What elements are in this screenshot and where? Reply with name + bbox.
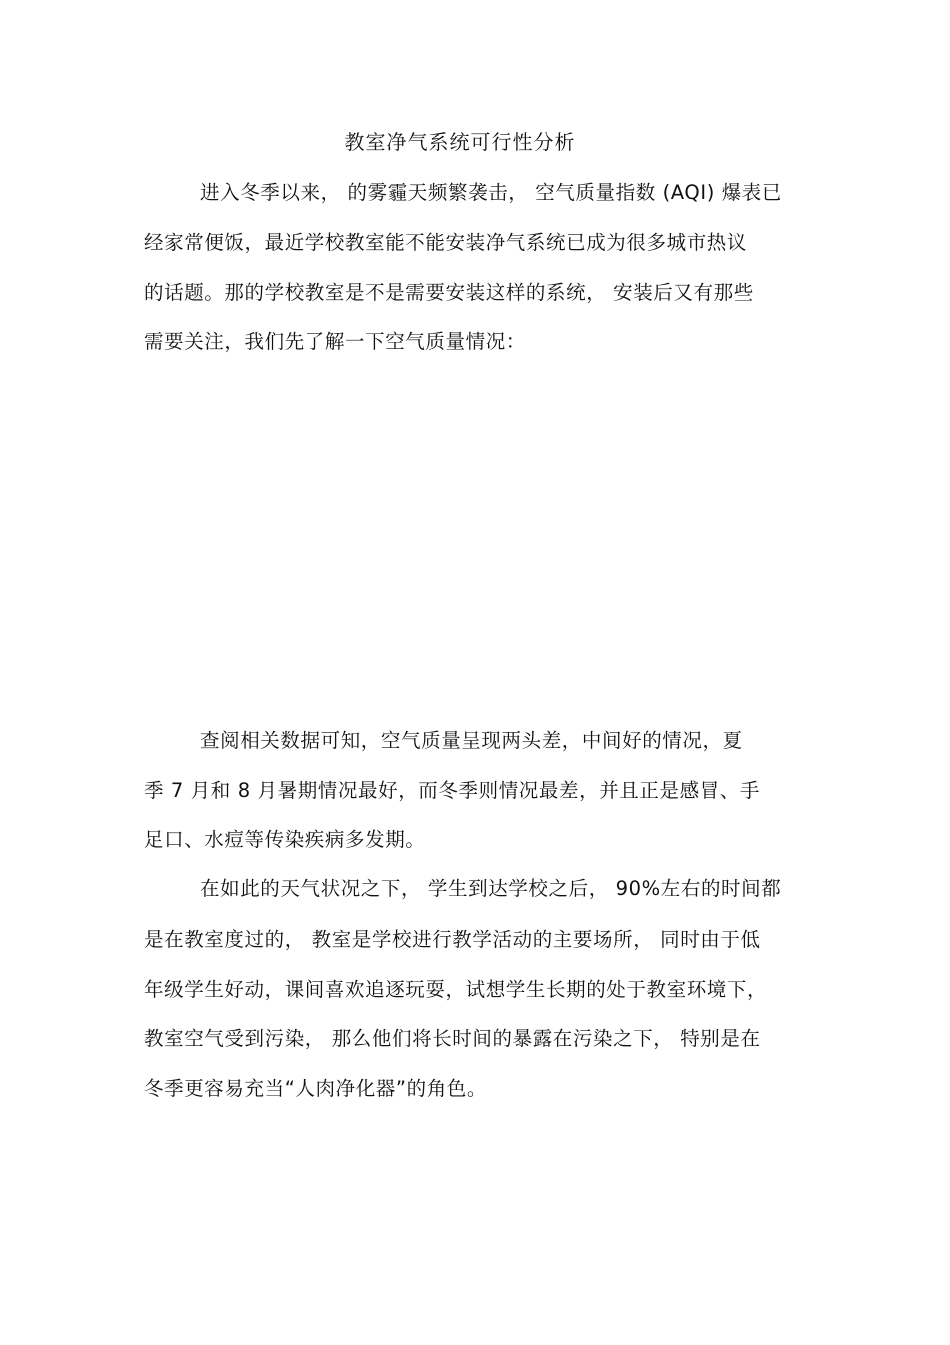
paragraph-1-line-1: 进入冬季以来， 的雾霾天频繁袭击， 空气质量指数 (AQI) 爆表已 <box>200 181 783 204</box>
paragraph-1-line-4: 需要关注，我们先了解一下空气质量情况： <box>144 330 526 353</box>
paragraph-1-line-2: 经家常便饭，最近学校教室能不能安装净气系统已成为很多城市热议 <box>144 231 748 254</box>
paragraph-3-line-4: 教室空气受到污染， 那么他们将长时间的暴露在污染之下， 特别是在 <box>144 1027 761 1050</box>
paragraph-3-line-2: 是在教室度过的， 教室是学校进行教学活动的主要场所， 同时由于低 <box>144 928 761 951</box>
paragraph-3-line-1: 在如此的天气状况之下， 学生到达学校之后， 90%左右的时间都 <box>200 877 782 900</box>
paragraph-2-line-2: 季 7 月和 8 月暑期情况最好，而冬季则情况最差，并且正是感冒、手 <box>144 779 761 802</box>
paragraph-2-line-3: 足口、水痘等传染疾病多发期。 <box>144 828 426 851</box>
paragraph-3-line-3: 年级学生好动，课间喜欢追逐玩耍，试想学生长期的处于教室环境下， <box>144 978 768 1001</box>
paragraph-2-line-1: 查阅相关数据可知，空气质量呈现两头差，中间好的情况，夏 <box>200 729 743 752</box>
paragraph-1-line-3: 的话题。那的学校教室是不是需要安装这样的系统， 安装后又有那些 <box>144 281 754 304</box>
paragraph-3-line-5: 冬季更容易充当“人肉净化器”的角色。 <box>144 1077 488 1100</box>
document-title: 教室净气系统可行性分析 <box>344 130 576 154</box>
